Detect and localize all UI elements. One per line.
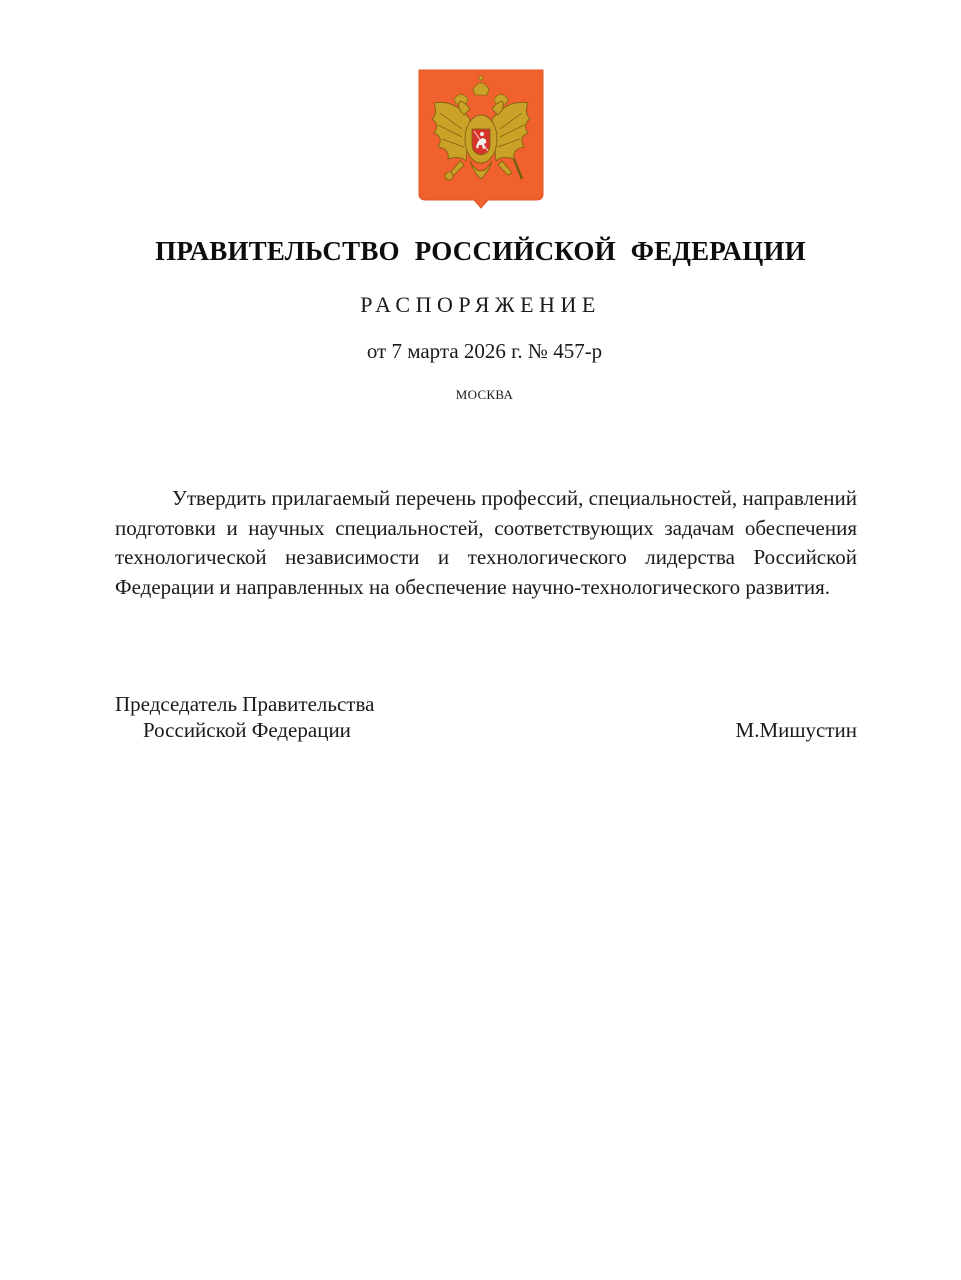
signatory-name: М.Мишустин bbox=[735, 718, 857, 742]
coat-of-arms-russia-icon bbox=[418, 69, 544, 209]
document-type: РАСПОРЯЖЕНИЕ bbox=[360, 292, 601, 317]
signatory-position-line2: Российской Федерации bbox=[143, 718, 351, 742]
order-paragraph: Утвердить прилагаемый перечень профессий, специальностей, направлений подготовки и научных специальностей, соответствующих задачам обеспечения технологической независимости и технологического лидерства Российской Федерации и направленных на обеспечение научно-технологического развития. bbox=[115, 486, 857, 599]
government-title: ПРАВИТЕЛЬСТВО РОССИЙСКОЙ ФЕДЕРАЦИИ bbox=[155, 236, 806, 266]
document-date-number: от 7 марта 2026 г. № 457-р bbox=[366, 339, 603, 363]
document-city: МОСКВА bbox=[455, 387, 514, 402]
signatory-position-line1: Председатель Правительства bbox=[115, 692, 375, 716]
